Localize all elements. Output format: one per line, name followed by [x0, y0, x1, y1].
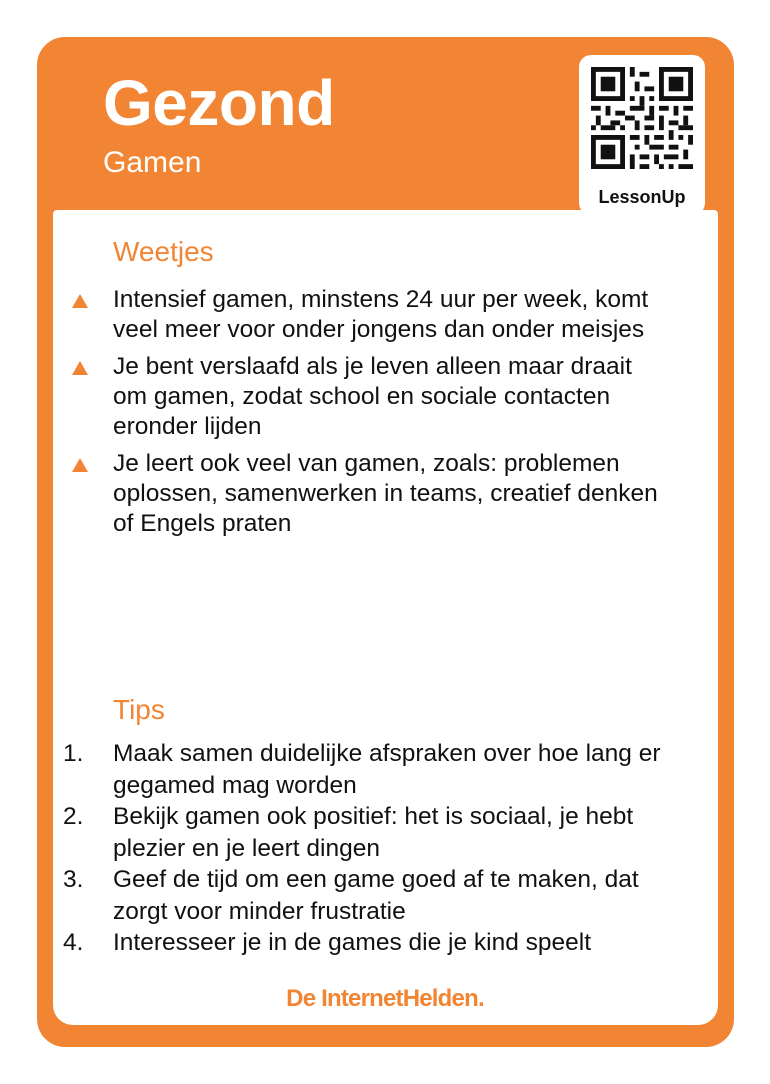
tips-heading: Tips [113, 694, 165, 725]
triangle-bullet-icon [72, 361, 88, 375]
tip-text: Interesseer je in de games die je kind speelt [113, 929, 592, 956]
brand-logo: De InternetHelden. [243, 982, 527, 1016]
list-item [63, 864, 673, 927]
qr-code-icon [591, 67, 693, 169]
list-item [63, 927, 673, 959]
tip-text: Maak samen duidelijke afspraken over hoe lang er gegamed mag worden [113, 740, 661, 799]
page-title: Gezond [103, 67, 335, 139]
tip-text: Geef de tijd om een game goed af te maken, dat zorgt voor minder frustratie [113, 866, 639, 925]
tip-text: Bekijk gamen ook positief: het is sociaal, je hebt plezier en je leert dingen [113, 803, 634, 862]
tip-number: 1. [63, 740, 84, 767]
qr-label: LessonUp [598, 187, 686, 207]
page-subtitle: Gamen [103, 146, 202, 179]
list-item [72, 285, 672, 345]
qr-code[interactable] [579, 55, 705, 215]
list-item [72, 449, 672, 539]
tip-number: 2. [63, 803, 84, 830]
triangle-bullet-icon [72, 294, 88, 308]
list-item [72, 352, 672, 442]
list-item [63, 738, 673, 801]
facts-list [72, 285, 672, 546]
tips-list [63, 738, 673, 959]
fact-text: Je bent verslaafd als je leven alleen maar draait om gamen, zodat school en sociale contacten eronder lijden [113, 353, 632, 440]
fact-text: Intensief gamen, minstens 24 uur per week, komt veel meer voor onder jongens dan onder meisjes [113, 286, 649, 343]
triangle-bullet-icon [72, 458, 88, 472]
facts-heading: Weetjes [113, 236, 214, 267]
fact-text: Je leert ook veel van gamen, zoals: problemen oplossen, samenwerken in teams, creatief denken of Engels praten [113, 450, 658, 537]
list-item [63, 801, 673, 864]
tip-number: 3. [63, 866, 84, 893]
tip-number: 4. [63, 929, 84, 956]
